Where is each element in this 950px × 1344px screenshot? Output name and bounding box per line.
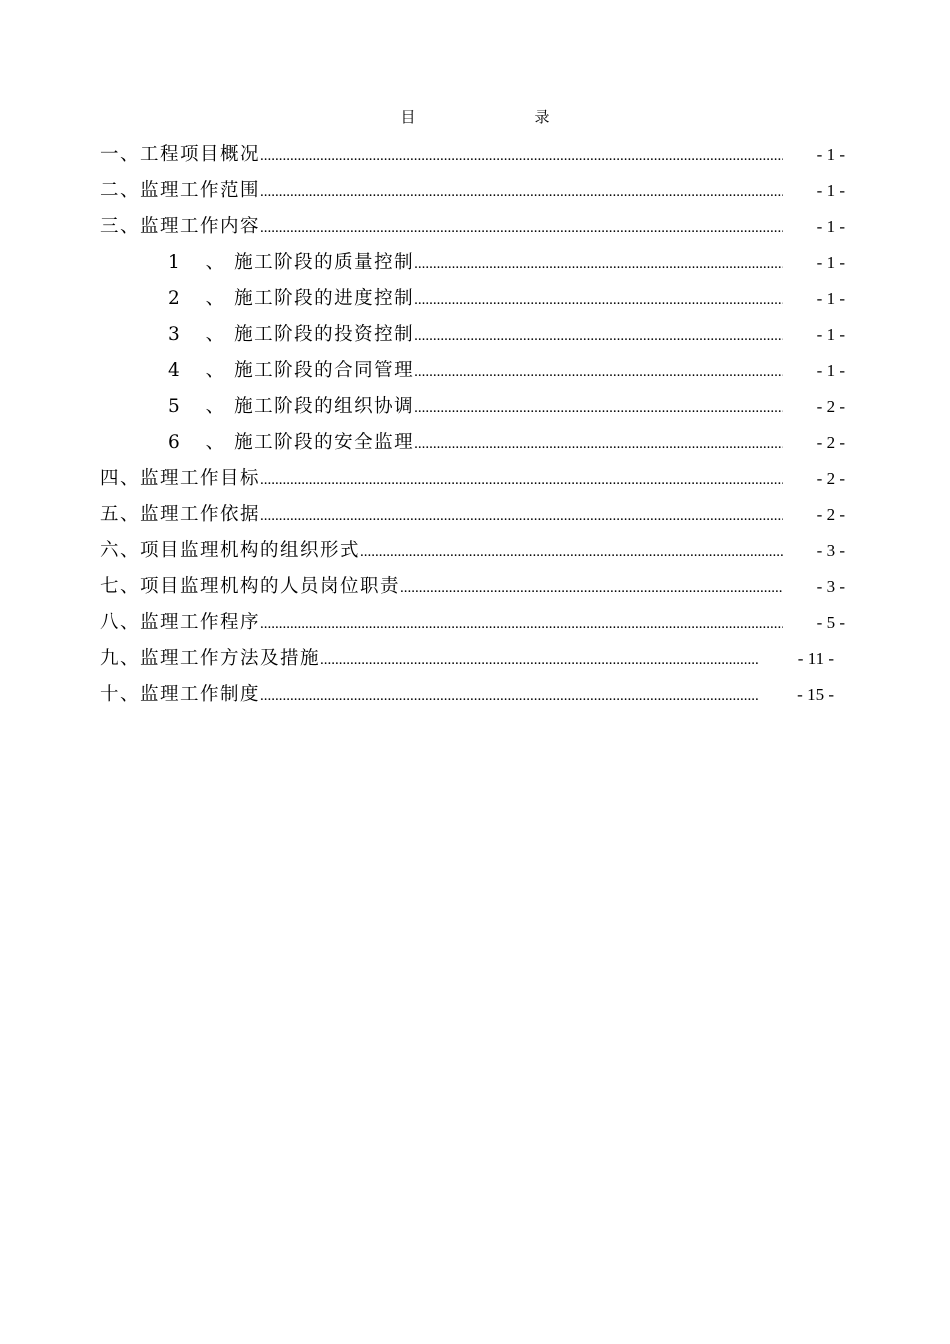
toc-dot-leader <box>260 498 783 534</box>
toc-entry-label: 四、监理工作目标 <box>100 468 261 489</box>
toc-dot-leader <box>260 678 758 714</box>
toc-subentry[interactable] <box>100 281 860 317</box>
toc-entry-label: 九、监理工作方法及措施 <box>100 648 321 669</box>
toc-entry-page: - 15 - <box>797 685 834 704</box>
toc-subentry[interactable] <box>100 245 860 281</box>
toc-dot-leader <box>414 426 783 462</box>
toc-entry[interactable] <box>100 569 860 605</box>
toc-dot-leader <box>414 318 783 354</box>
toc-dot-leader <box>260 462 783 498</box>
toc-entry-label: 一、工程项目概况 <box>100 144 261 165</box>
toc-dot-leader <box>260 138 783 174</box>
toc-entry-label: 施工阶段的合同管理 <box>234 360 415 381</box>
toc-entry-label: 施工阶段的质量控制 <box>234 252 415 273</box>
toc-subentry-number: 2 、 <box>168 288 235 309</box>
toc-entry[interactable] <box>100 605 860 641</box>
toc-entry-page: - 2 - <box>816 469 845 488</box>
toc-entry[interactable] <box>100 677 860 713</box>
toc-entry-page: - 1 - <box>816 325 845 344</box>
toc-entry-page: - 2 - <box>816 397 845 416</box>
toc-subentry[interactable] <box>100 317 860 353</box>
toc-subentry-number: 1 、 <box>168 252 235 273</box>
toc-entry-page: - 3 - <box>816 577 845 596</box>
toc-title: 目 录 <box>400 108 602 126</box>
toc-entry-page: - 3 - <box>816 541 845 560</box>
toc-subentry[interactable] <box>100 353 860 389</box>
table-of-contents <box>100 137 860 713</box>
toc-entry-page: - 1 - <box>816 289 845 308</box>
toc-entry-label: 八、监理工作程序 <box>100 612 261 633</box>
toc-entry[interactable] <box>100 137 860 173</box>
toc-entry-label: 五、监理工作依据 <box>100 504 261 525</box>
toc-entry-label: 七、项目监理机构的人员岗位职责 <box>100 576 401 597</box>
toc-subentry[interactable] <box>100 389 860 425</box>
toc-entry-label: 十、监理工作制度 <box>100 684 261 705</box>
toc-entry-page: - 5 - <box>816 613 845 632</box>
toc-entry-page: - 1 - <box>816 181 845 200</box>
toc-entry-page: - 1 - <box>816 361 845 380</box>
toc-subentry-number: 6 、 <box>168 432 235 453</box>
toc-entry[interactable] <box>100 641 860 677</box>
toc-entry-label: 施工阶段的进度控制 <box>234 288 415 309</box>
toc-dot-leader <box>414 246 783 282</box>
toc-dot-leader <box>414 354 783 390</box>
toc-entry-label: 三、监理工作内容 <box>100 216 261 237</box>
toc-entry-page: - 1 - <box>816 217 845 236</box>
toc-dot-leader <box>400 570 783 606</box>
toc-dot-leader <box>414 282 783 318</box>
toc-entry[interactable] <box>100 209 860 245</box>
toc-subentry[interactable] <box>100 425 860 461</box>
toc-entry-page: - 11 - <box>797 649 834 668</box>
toc-dot-leader <box>360 534 783 570</box>
toc-dot-leader <box>320 642 758 678</box>
toc-entry[interactable] <box>100 173 860 209</box>
toc-dot-leader <box>414 390 783 426</box>
toc-entry[interactable] <box>100 533 860 569</box>
toc-dot-leader <box>260 174 783 210</box>
toc-entry-page: - 1 - <box>816 145 845 164</box>
toc-subentry-number: 3 、 <box>168 324 235 345</box>
toc-entry-page: - 2 - <box>816 505 845 524</box>
toc-entry-page: - 2 - <box>816 433 845 452</box>
toc-entry[interactable] <box>100 461 860 497</box>
toc-subentry-number: 5 、 <box>168 396 235 417</box>
toc-dot-leader <box>260 210 783 246</box>
toc-entry-label: 二、监理工作范围 <box>100 180 261 201</box>
toc-dot-leader <box>260 606 783 642</box>
toc-entry-label: 施工阶段的安全监理 <box>234 432 415 453</box>
toc-entry-label: 六、项目监理机构的组织形式 <box>100 540 361 561</box>
toc-entry[interactable] <box>100 497 860 533</box>
toc-entry-label: 施工阶段的组织协调 <box>234 396 415 417</box>
toc-subentry-number: 4 、 <box>168 360 235 381</box>
toc-entry-page: - 1 - <box>816 253 845 272</box>
toc-entry-label: 施工阶段的投资控制 <box>234 324 415 345</box>
